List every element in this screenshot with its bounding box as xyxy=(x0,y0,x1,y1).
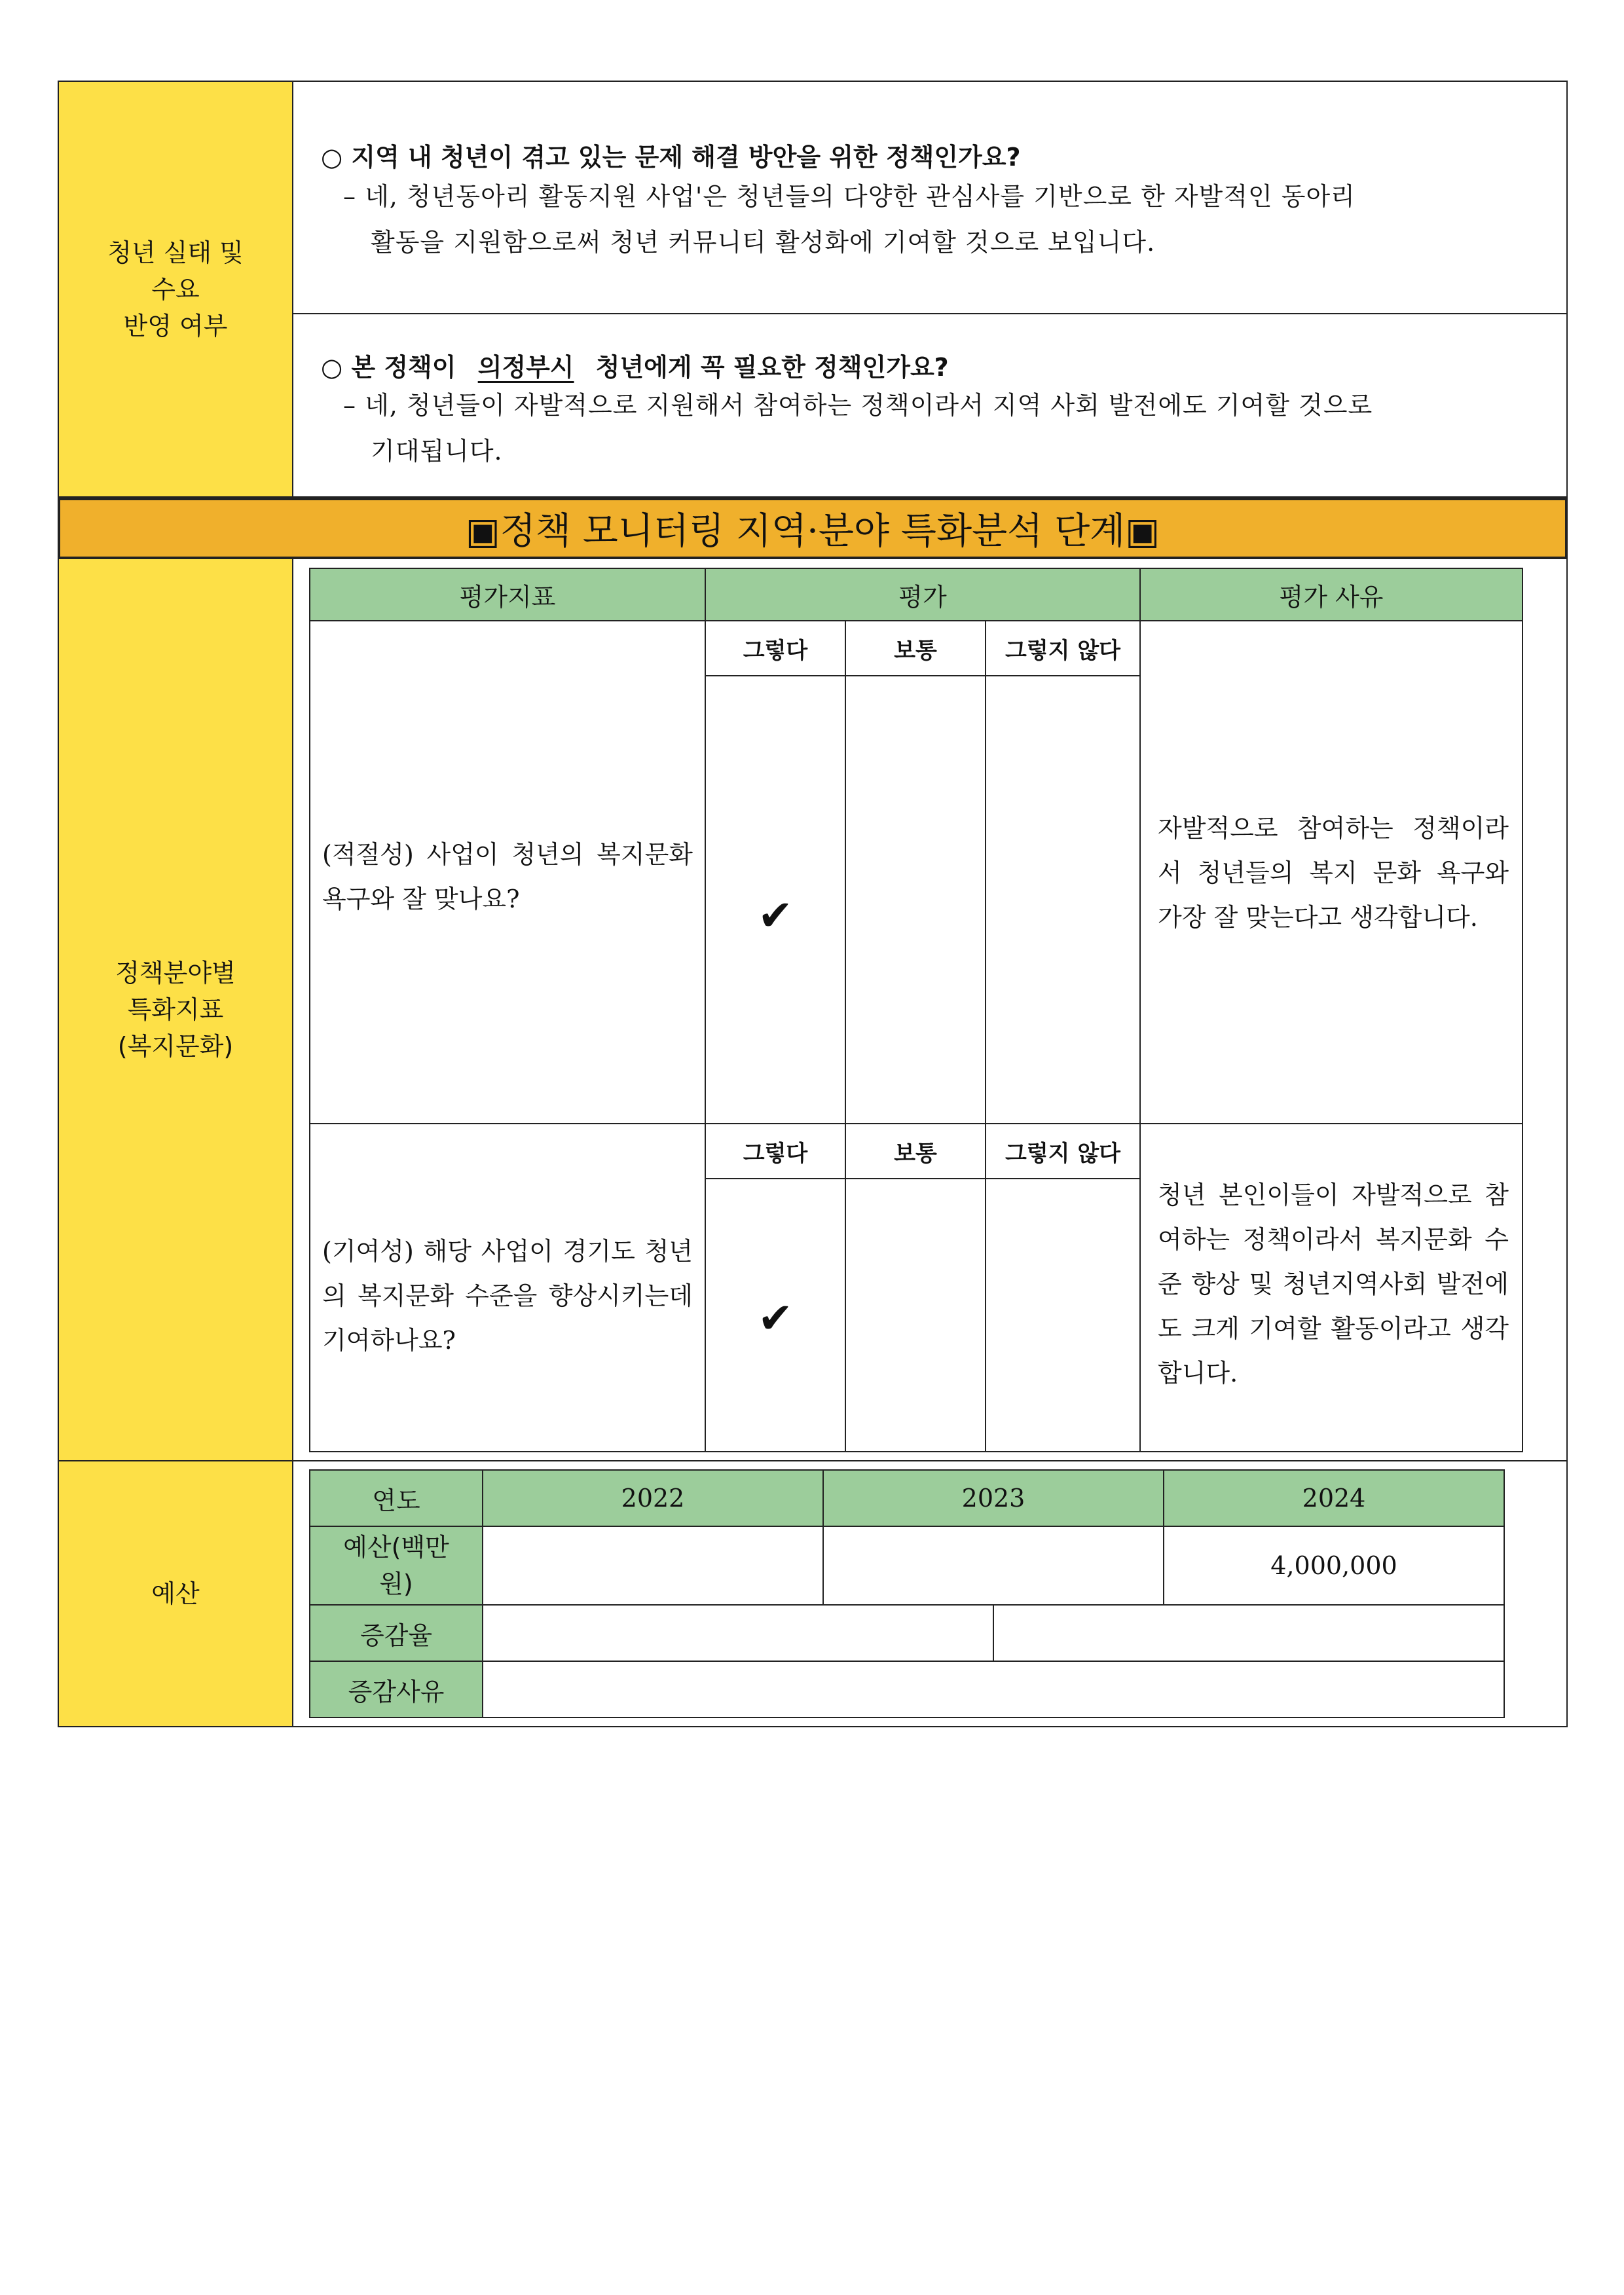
budget-rate-cell-2 xyxy=(993,1604,1505,1662)
budget-amount-2022 xyxy=(482,1526,824,1606)
question-2 xyxy=(321,347,949,383)
question-2-suffix: 청년에게 꼭 필요한 정책인가요? xyxy=(595,353,949,382)
row1-no-cell xyxy=(985,675,1141,1124)
row1-reason-text: 자발적으로 참여하는 정책이라서 청년들의 복지 문화 욕구와 가장 잘 맞는다고 생각합니다. xyxy=(1158,814,1509,932)
budget-label: 예산 xyxy=(151,1579,200,1608)
youth-status-label-cell xyxy=(58,81,293,498)
row1-neutral-cell xyxy=(845,675,986,1124)
row1-check-icon: ✔ xyxy=(758,892,793,940)
budget-year-2023: 2023 xyxy=(822,1469,1164,1527)
question-1: ○ 지역 내 청년이 겪고 있는 문제 해결 방안을 위한 정책인가요? xyxy=(321,143,1021,172)
row2-neutral-cell xyxy=(845,1178,986,1452)
row2-reason-text: 청년 본인이들이 자발적으로 참여하는 정책이라서 복지문화 수준 향상 및 청년지역사회 발전에도 크게 기여할 활동이라고 생각합니다. xyxy=(1158,1181,1509,1387)
row1-option-yes: 그렇다 xyxy=(705,620,846,676)
section-header xyxy=(58,498,1568,559)
row2-reason-cell xyxy=(1139,1123,1523,1452)
row1-indicator-cell xyxy=(309,620,706,1124)
budget-year-2024: 2024 xyxy=(1163,1469,1505,1527)
budget-rate-label: 증감율 xyxy=(309,1604,483,1662)
row2-option-yes: 그렇다 xyxy=(705,1123,846,1179)
row2-option-no: 그렇지 않다 xyxy=(985,1123,1141,1179)
budget-year-label: 연도 xyxy=(309,1469,483,1527)
header-reason: 평가 사유 xyxy=(1139,568,1523,621)
budget-year-2022: 2022 xyxy=(482,1469,824,1527)
answer-1-line-1: – 네, 청년동아리 활동지원 사업'은 청년들의 다양한 관심사를 기반으로 한 자발적인 동아리 xyxy=(343,182,1356,211)
youth-status-q1-cell xyxy=(292,81,1568,314)
row2-indicator-text: (기여성) 해당 사업이 경기도 청년의 복지문화 수준을 향상시키는데 기여하나요? xyxy=(322,1237,693,1355)
answer-1-line-2: 활동을 지원함으로써 청년 커뮤니티 활성화에 기여할 것으로 보입니다. xyxy=(371,228,1156,257)
budget-reason-label: 증감사유 xyxy=(309,1661,483,1718)
budget-label-cell xyxy=(58,1460,293,1727)
row2-indicator-cell xyxy=(309,1123,706,1452)
youth-status-label: 청년 실태 및 수요 반영 여부 xyxy=(107,238,244,340)
answer-2-line-1: – 네, 청년들이 자발적으로 지원해서 참여하는 정책이라서 지역 사회 발전에도 기여할 것으로 xyxy=(343,391,1373,420)
youth-status-q2-cell xyxy=(292,313,1568,498)
row1-yes-cell xyxy=(705,675,846,1124)
row2-check-icon: ✔ xyxy=(758,1294,793,1343)
row1-option-no: 그렇지 않다 xyxy=(985,620,1141,676)
row1-option-neutral: 보통 xyxy=(845,620,986,676)
answer-2-line-2: 기대됩니다. xyxy=(371,437,503,466)
budget-amount-2024: 4,000,000 xyxy=(1163,1526,1505,1606)
budget-amount-2023 xyxy=(822,1526,1164,1606)
question-2-prefix: ○ 본 정책이 xyxy=(321,353,456,382)
row2-yes-cell xyxy=(705,1178,846,1452)
header-evaluation: 평가 xyxy=(705,568,1141,621)
budget-rate-cell-1 xyxy=(482,1604,994,1662)
header-indicator: 평가지표 xyxy=(309,568,706,621)
row2-option-neutral: 보통 xyxy=(845,1123,986,1179)
row1-reason-cell xyxy=(1139,620,1523,1124)
row1-indicator-text: (적절성) 사업이 청년의 복지문화 욕구와 잘 맞나요? xyxy=(322,840,693,913)
budget-reason-cell xyxy=(482,1661,1505,1718)
specialized-indicator-label: 정책분야별 특화지표 (복지문화) xyxy=(115,959,236,1061)
budget-amount-label: 예산(백만 원) xyxy=(309,1526,483,1606)
specialized-indicator-label-cell xyxy=(58,558,293,1461)
section-header-title: ▣정책 모니터링 지역·분야 특화분석 단계▣ xyxy=(465,510,1160,553)
question-2-city: 의정부시 xyxy=(477,353,574,382)
row2-no-cell xyxy=(985,1178,1141,1452)
